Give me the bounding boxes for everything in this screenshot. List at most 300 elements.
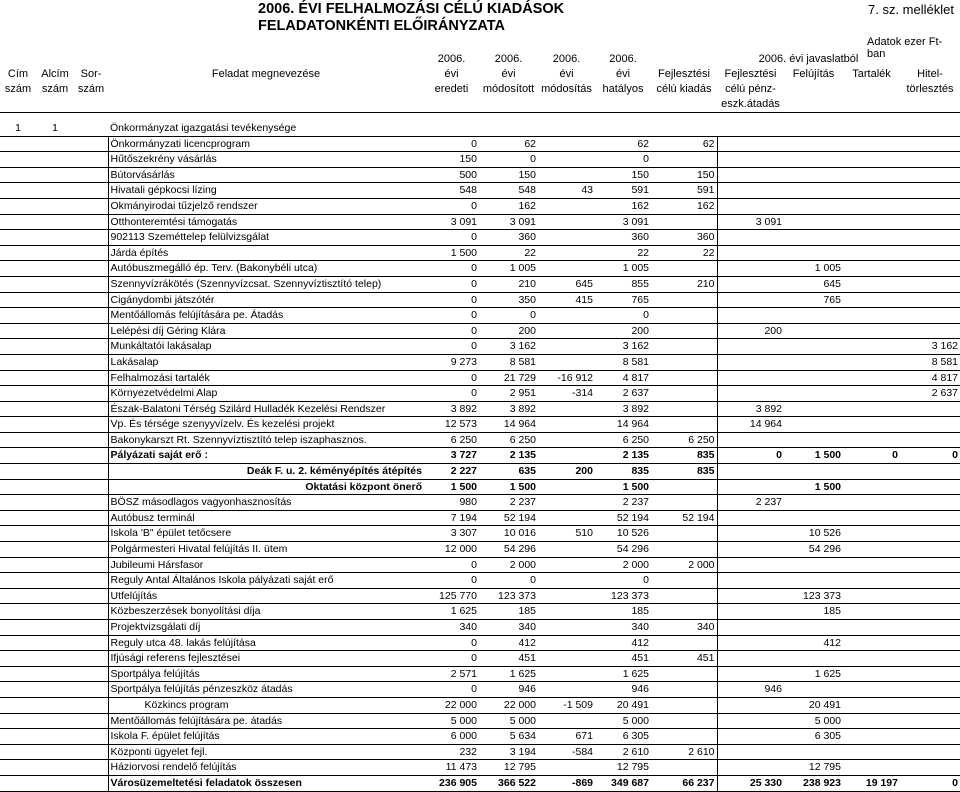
row-value-7: 765 (784, 292, 843, 308)
empty-cell (36, 713, 74, 729)
col-cim-h2: szám (4, 83, 32, 95)
row-value-6: 3 892 (717, 401, 784, 417)
row-value-1: 6 000 (424, 729, 479, 745)
row-value-7: 645 (784, 276, 843, 292)
row-value-2: 10 016 (479, 526, 538, 542)
row-value-9 (900, 542, 960, 558)
empty-cell (0, 214, 36, 230)
row-value-6 (717, 729, 784, 745)
empty-cell (36, 464, 74, 480)
annex-label: 7. sz. melléklet (868, 2, 954, 17)
row-value-2: 52 194 (479, 510, 538, 526)
row-value-8 (843, 557, 900, 573)
row-value-7 (784, 308, 843, 324)
row-value-9 (900, 495, 960, 511)
row-task-name: Otthonteremtési támogatás (108, 214, 424, 230)
row-value-3 (538, 557, 595, 573)
row-value-7 (784, 230, 843, 246)
row-value-7: 54 296 (784, 542, 843, 558)
table-body (0, 136, 960, 791)
row-value-8 (843, 713, 900, 729)
row-value-4: 150 (595, 167, 651, 183)
row-value-1: 0 (424, 230, 479, 246)
row-value-9 (900, 417, 960, 433)
row-value-1: 0 (424, 276, 479, 292)
row-value-8 (843, 697, 900, 713)
row-value-6 (717, 198, 784, 214)
row-value-3 (538, 245, 595, 261)
row-task-name: Közkincs program (108, 697, 424, 713)
row-task-name: Pályázati saját erő : (108, 448, 424, 464)
row-value-5 (651, 495, 717, 511)
row-value-9 (900, 401, 960, 417)
row-value-7: 20 491 (784, 697, 843, 713)
row-value-9 (900, 261, 960, 277)
empty-cell (0, 152, 36, 168)
row-value-4: 5 000 (595, 713, 651, 729)
row-value-8 (843, 417, 900, 433)
empty-cell (74, 401, 108, 417)
empty-cell (36, 417, 74, 433)
empty-cell (0, 370, 36, 386)
empty-cell (0, 604, 36, 620)
row-value-2: 0 (479, 573, 538, 589)
section-cim: 1 (0, 121, 36, 136)
row-value-2: 3 091 (479, 214, 538, 230)
table-row (0, 542, 960, 558)
row-value-3 (538, 510, 595, 526)
empty-cell (0, 542, 36, 558)
row-value-9 (900, 214, 960, 230)
row-task-name: BÖSZ másodlagos vagyonhasznosítás (108, 495, 424, 511)
row-value-2: 150 (479, 167, 538, 183)
row-value-3 (538, 479, 595, 495)
empty-cell (36, 744, 74, 760)
row-value-4: 52 194 (595, 510, 651, 526)
row-value-7 (784, 573, 843, 589)
row-value-7 (784, 495, 843, 511)
row-value-6 (717, 152, 784, 168)
row-value-8 (843, 370, 900, 386)
table-row (0, 339, 960, 355)
empty-cell (74, 775, 108, 791)
row-value-9 (900, 183, 960, 199)
table-row (0, 370, 960, 386)
row-value-2: 21 729 (479, 370, 538, 386)
row-value-5 (651, 666, 717, 682)
row-value-1: 0 (424, 261, 479, 277)
row-value-5: 591 (651, 183, 717, 199)
empty-cell (36, 729, 74, 745)
row-value-1: 3 892 (424, 401, 479, 417)
row-value-1: 340 (424, 620, 479, 636)
row-value-3: -1 509 (538, 697, 595, 713)
table-row (0, 136, 960, 152)
table-row (0, 354, 960, 370)
row-value-4: 340 (595, 620, 651, 636)
empty-cell (74, 635, 108, 651)
row-value-1: 0 (424, 198, 479, 214)
table-row (0, 183, 960, 199)
row-value-3 (538, 214, 595, 230)
row-value-7 (784, 401, 843, 417)
row-value-4: 765 (595, 292, 651, 308)
row-value-9: 0 (900, 775, 960, 791)
row-value-2: 62 (479, 136, 538, 152)
row-value-8 (843, 323, 900, 339)
empty-cell (0, 292, 36, 308)
row-value-6 (717, 354, 784, 370)
row-value-3 (538, 308, 595, 324)
row-value-5 (651, 635, 717, 651)
row-value-3: 510 (538, 526, 595, 542)
row-value-8 (843, 542, 900, 558)
row-value-6 (717, 573, 784, 589)
row-value-4: 185 (595, 604, 651, 620)
row-value-2: 22 000 (479, 697, 538, 713)
empty-cell (36, 339, 74, 355)
row-value-3 (538, 323, 595, 339)
row-value-5 (651, 214, 717, 230)
row-value-1: 0 (424, 339, 479, 355)
row-value-5 (651, 682, 717, 698)
row-value-4: 835 (595, 464, 651, 480)
col-fejl-penz-h2: célú pénz- (725, 83, 776, 95)
row-value-8 (843, 354, 900, 370)
row-value-1: 0 (424, 323, 479, 339)
row-value-8 (843, 276, 900, 292)
row-value-7 (784, 370, 843, 386)
table-row (0, 276, 960, 292)
row-value-2: 0 (479, 308, 538, 324)
row-value-9 (900, 167, 960, 183)
row-value-8 (843, 651, 900, 667)
row-value-5 (651, 697, 717, 713)
col-sor-h1: Sor- (80, 68, 102, 80)
row-task-name: Önkormányzati licencprogram (108, 136, 424, 152)
empty-cell (36, 557, 74, 573)
empty-cell (74, 370, 108, 386)
empty-cell (74, 323, 108, 339)
empty-cell (74, 495, 108, 511)
col-hitel-h1: Hitel- (917, 68, 943, 80)
row-value-3 (538, 588, 595, 604)
row-value-6: 3 091 (717, 214, 784, 230)
row-value-3: 43 (538, 183, 595, 199)
row-value-1: 236 905 (424, 775, 479, 791)
table-row (0, 214, 960, 230)
row-value-9 (900, 666, 960, 682)
row-value-8 (843, 744, 900, 760)
empty-cell (74, 682, 108, 698)
row-value-3 (538, 620, 595, 636)
row-value-2: 2 135 (479, 448, 538, 464)
row-value-4: 6 250 (595, 432, 651, 448)
row-value-7 (784, 620, 843, 636)
row-value-2: 22 (479, 245, 538, 261)
row-value-7 (784, 386, 843, 402)
table-row (0, 167, 960, 183)
row-value-9 (900, 230, 960, 246)
row-value-4: 451 (595, 651, 651, 667)
row-value-3: 415 (538, 292, 595, 308)
row-value-5 (651, 542, 717, 558)
row-value-9 (900, 432, 960, 448)
empty-cell (74, 666, 108, 682)
table-row (0, 713, 960, 729)
empty-cell (0, 167, 36, 183)
section-alcim: 1 (36, 121, 74, 136)
col-eredeti-h1: 2006. (437, 53, 466, 65)
empty-cell (0, 323, 36, 339)
row-value-4: 1 625 (595, 666, 651, 682)
row-value-1: 548 (424, 183, 479, 199)
row-value-4: 946 (595, 682, 651, 698)
table-row (0, 775, 960, 791)
unit-label: Adatok ezer Ft-ban (867, 36, 943, 60)
row-value-8 (843, 620, 900, 636)
row-value-5: 835 (651, 464, 717, 480)
row-task-name: Iskola F. épület felújítás (108, 729, 424, 745)
empty-cell (36, 651, 74, 667)
row-value-1: 0 (424, 635, 479, 651)
row-value-9 (900, 651, 960, 667)
row-value-3 (538, 666, 595, 682)
row-value-2: 12 795 (479, 760, 538, 776)
row-value-1: 9 273 (424, 354, 479, 370)
row-value-5: 22 (651, 245, 717, 261)
empty-cell (36, 479, 74, 495)
row-value-8 (843, 588, 900, 604)
row-value-6 (717, 386, 784, 402)
col-fejl-kiadas-h2: célú kiadás (656, 83, 712, 95)
row-value-5 (651, 323, 717, 339)
row-value-7: 10 526 (784, 526, 843, 542)
row-value-6 (717, 697, 784, 713)
row-value-5 (651, 573, 717, 589)
row-value-6: 0 (717, 448, 784, 464)
empty-cell (36, 370, 74, 386)
empty-cell (74, 448, 108, 464)
row-value-1: 150 (424, 152, 479, 168)
row-task-name: Reguly utca 48. lakás felújítása (108, 635, 424, 651)
row-value-1: 3 307 (424, 526, 479, 542)
row-value-4: 14 964 (595, 417, 651, 433)
row-value-4: 0 (595, 308, 651, 324)
table-row (0, 245, 960, 261)
empty-cell (0, 557, 36, 573)
row-value-2: 635 (479, 464, 538, 480)
title-line-2: FELADATONKÉNTI ELŐIRÁNYZATA (258, 18, 506, 34)
row-value-9 (900, 588, 960, 604)
row-value-8 (843, 386, 900, 402)
row-value-5: 360 (651, 230, 717, 246)
row-value-1: 11 473 (424, 760, 479, 776)
row-value-2: 3 892 (479, 401, 538, 417)
empty-cell (0, 697, 36, 713)
row-value-2: 162 (479, 198, 538, 214)
empty-cell (36, 354, 74, 370)
row-value-9 (900, 557, 960, 573)
row-value-4: 54 296 (595, 542, 651, 558)
row-task-name: Mentőállomás felújítására pe. átadás (108, 713, 424, 729)
table-row (0, 557, 960, 573)
col-hatalyos-h1: 2006. (609, 53, 637, 65)
row-value-8 (843, 604, 900, 620)
row-value-5 (651, 729, 717, 745)
row-value-2: 2 237 (479, 495, 538, 511)
row-value-3 (538, 760, 595, 776)
row-value-2: 548 (479, 183, 538, 199)
row-value-2: 123 373 (479, 588, 538, 604)
row-value-9: 3 162 (900, 339, 960, 355)
row-value-4: 3 892 (595, 401, 651, 417)
row-value-9 (900, 245, 960, 261)
row-value-7 (784, 152, 843, 168)
empty-cell (74, 276, 108, 292)
row-value-9: 8 581 (900, 354, 960, 370)
row-value-5: 66 237 (651, 775, 717, 791)
row-value-2: 5 000 (479, 713, 538, 729)
empty-cell (36, 136, 74, 152)
empty-cell (74, 261, 108, 277)
empty-cell (0, 495, 36, 511)
row-value-6 (717, 760, 784, 776)
table-row (0, 526, 960, 542)
empty-cell (36, 604, 74, 620)
row-value-2: 185 (479, 604, 538, 620)
col-hatalyos-h3: hatályos (602, 83, 644, 95)
table-row (0, 479, 960, 495)
row-value-9 (900, 744, 960, 760)
row-value-2: 946 (479, 682, 538, 698)
empty-cell (36, 261, 74, 277)
row-value-1: 1 500 (424, 245, 479, 261)
row-value-4: 62 (595, 136, 651, 152)
row-task-name: Bútorvásárlás (108, 167, 424, 183)
row-value-8 (843, 292, 900, 308)
empty-cell (0, 729, 36, 745)
row-value-3: -869 (538, 775, 595, 791)
empty-cell (36, 198, 74, 214)
row-task-name: Észak-Balatoni Térség Szilárd Hulladék Kezelési Rendszer (108, 401, 424, 417)
row-task-name: Bakonykarszt Rt. Szennyvíztisztító telep iszaphasznos. (108, 432, 424, 448)
table-row (0, 744, 960, 760)
empty-cell (36, 183, 74, 199)
empty-cell (74, 697, 108, 713)
row-value-6 (717, 479, 784, 495)
row-value-6 (717, 542, 784, 558)
row-value-6: 946 (717, 682, 784, 698)
empty-cell (36, 775, 74, 791)
table-row (0, 573, 960, 589)
empty-cell (74, 339, 108, 355)
row-task-name: Szennyvízrákötés (Szennyvízcsat. Szennyvíztisztító telep) (108, 276, 424, 292)
row-task-name: Polgármesteri Hivatal felújítás II. ütem (108, 542, 424, 558)
empty-cell (74, 651, 108, 667)
row-value-6 (717, 651, 784, 667)
empty-cell (36, 588, 74, 604)
row-value-4: 2 237 (595, 495, 651, 511)
row-value-4: 200 (595, 323, 651, 339)
empty-cell (36, 666, 74, 682)
row-value-6 (717, 276, 784, 292)
row-value-8 (843, 682, 900, 698)
empty-cell (74, 354, 108, 370)
row-value-9 (900, 464, 960, 480)
row-task-name: Sportpálya felújítás pénzeszköz átadás (108, 682, 424, 698)
row-value-8 (843, 183, 900, 199)
row-task-name: Autóbusz terminál (108, 510, 424, 526)
row-value-1: 0 (424, 682, 479, 698)
row-value-3 (538, 713, 595, 729)
row-value-8: 19 197 (843, 775, 900, 791)
row-value-5 (651, 152, 717, 168)
row-value-6 (717, 557, 784, 573)
row-value-3 (538, 354, 595, 370)
row-value-6 (717, 666, 784, 682)
row-value-9 (900, 323, 960, 339)
row-task-name: Cigánydombi játszótér (108, 292, 424, 308)
empty-cell (36, 495, 74, 511)
row-value-2: 340 (479, 620, 538, 636)
row-value-8 (843, 495, 900, 511)
report-title (258, 1, 564, 35)
row-value-6 (717, 167, 784, 183)
col-cim-h1: Cím (7, 68, 29, 80)
empty-cell (36, 152, 74, 168)
row-value-9 (900, 308, 960, 324)
empty-cell (36, 448, 74, 464)
empty-cell (36, 526, 74, 542)
row-task-name: Központi ügyelet fejl. (108, 744, 424, 760)
row-value-4: 349 687 (595, 775, 651, 791)
row-value-6 (717, 292, 784, 308)
row-value-3 (538, 261, 595, 277)
row-value-1: 1 625 (424, 604, 479, 620)
row-task-name: Okmányirodai tűzjelző rendszer (108, 198, 424, 214)
row-value-3: -16 912 (538, 370, 595, 386)
row-value-9 (900, 136, 960, 152)
row-value-7: 1 500 (784, 448, 843, 464)
row-value-7 (784, 339, 843, 355)
empty-cell (0, 339, 36, 355)
empty-cell (74, 557, 108, 573)
row-value-5: 6 250 (651, 432, 717, 448)
empty-cell (0, 620, 36, 636)
col-hitel-h2: törlesztés (906, 83, 954, 95)
row-value-7: 6 305 (784, 729, 843, 745)
row-task-name: Közbeszerzések bonyolítási díja (108, 604, 424, 620)
row-value-6 (717, 432, 784, 448)
row-value-7 (784, 136, 843, 152)
col-eredeti-h2: évi (444, 68, 459, 80)
row-value-5 (651, 526, 717, 542)
row-task-name: Hivatali gépkocsi lízing (108, 183, 424, 199)
empty-cell (0, 448, 36, 464)
table-row (0, 152, 960, 168)
empty-cell (74, 417, 108, 433)
row-value-7: 1 625 (784, 666, 843, 682)
row-value-7 (784, 245, 843, 261)
row-value-8 (843, 401, 900, 417)
empty-cell (36, 510, 74, 526)
row-value-2: 1 500 (479, 479, 538, 495)
row-value-9 (900, 697, 960, 713)
empty-cell (74, 432, 108, 448)
row-value-4: 1 500 (595, 479, 651, 495)
row-value-6 (717, 464, 784, 480)
